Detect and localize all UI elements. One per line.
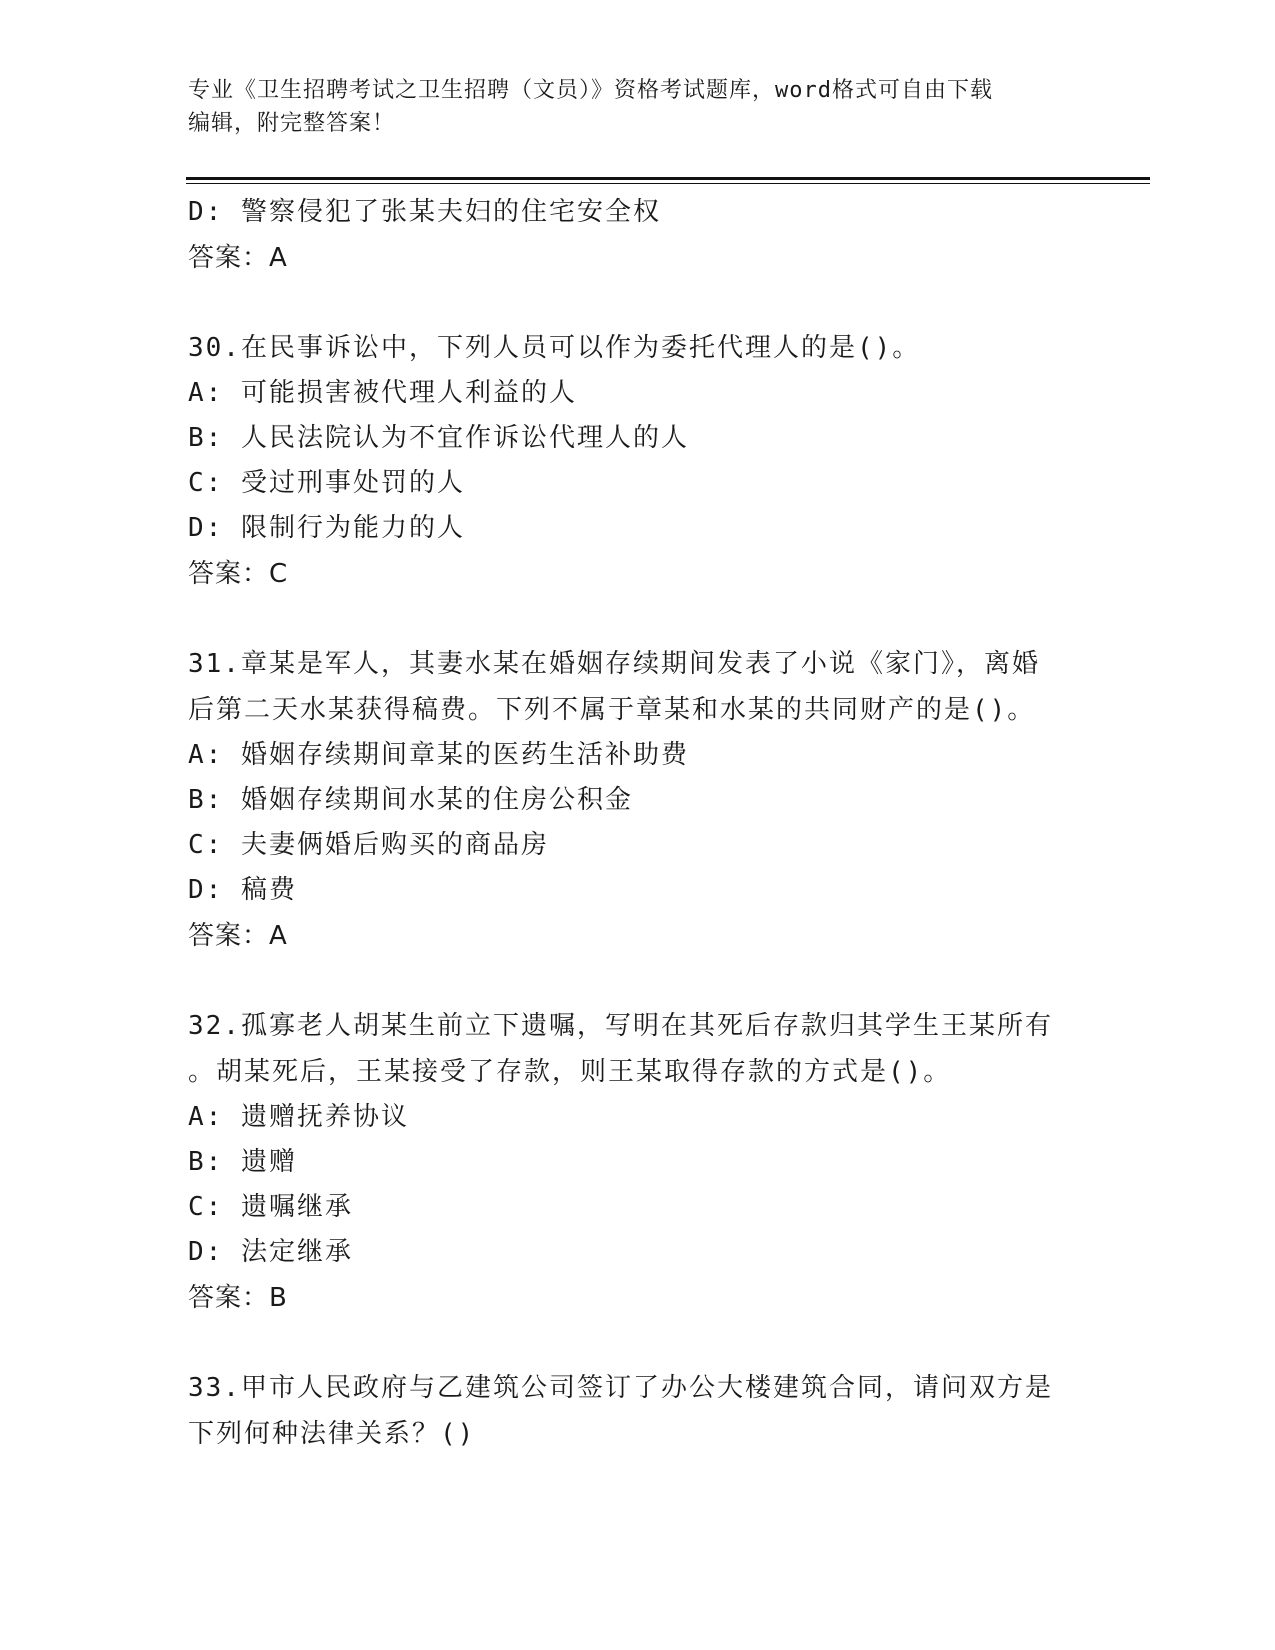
q31-option-b: B: 婚姻存续期间水某的住房公积金: [188, 785, 633, 815]
q33-stem-line-2: 下列何种法律关系？(): [188, 1419, 476, 1449]
q31-stem-line-1: 31.章某是军人，其妻水某在婚姻存续期间发表了小说《家门》，离婚: [188, 649, 1040, 679]
q32-option-a: A: 遗赠抚养协议: [188, 1102, 409, 1132]
q30-option-d: D: 限制行为能力的人: [188, 513, 465, 543]
q33-stem-line-1: 33.甲市人民政府与乙建筑公司签订了办公大楼建筑合同，请问双方是: [188, 1373, 1053, 1403]
document-header: [188, 74, 1088, 140]
q32-answer: 答案：B: [188, 1283, 288, 1313]
q31-answer: 答案：A: [188, 921, 288, 951]
spacer: [188, 1321, 1088, 1365]
header-rule-thin: [186, 183, 1150, 184]
q33-stem: [188, 1365, 1088, 1457]
q30-answer: 答案：C: [188, 559, 289, 589]
q29-option-d: D: 警察侵犯了张某夫妇的住宅安全权: [188, 197, 661, 227]
q31-stem: [188, 641, 1088, 733]
spacer: [188, 959, 1088, 1003]
q29-answer: 答案：A: [188, 243, 288, 273]
q30-stem: [188, 325, 1088, 371]
question-content: [188, 190, 1088, 1457]
header-rule-thick: [186, 177, 1150, 180]
q31-option-d: D: 稿费: [188, 875, 297, 905]
header-line-1: 专业《卫生招聘考试之卫生招聘（文员）》资格考试题库，word格式可自由下载: [188, 78, 993, 103]
q32-stem-line-2: 。胡某死后，王某接受了存款，则王某取得存款的方式是()。: [188, 1057, 952, 1087]
q32-option-b: B: 遗赠: [188, 1147, 297, 1177]
q32-stem-line-1: 32.孤寡老人胡某生前立下遗嘱，写明在其死后存款归其学生王某所有: [188, 1011, 1053, 1041]
spacer: [188, 281, 1088, 325]
q31-option-c: C: 夫妻俩婚后购买的商品房: [188, 830, 549, 860]
q32-stem: [188, 1003, 1088, 1095]
q31-stem-line-2: 后第二天水某获得稿费。下列不属于章某和水某的共同财产的是()。: [188, 695, 1036, 725]
q31-option-a: A: 婚姻存续期间章某的医药生活补助费: [188, 740, 689, 770]
q32-option-d: D: 法定继承: [188, 1237, 353, 1267]
q30-stem-line-1: 30.在民事诉讼中，下列人员可以作为委托代理人的是()。: [188, 333, 921, 363]
q30-option-c: C: 受过刑事处罚的人: [188, 468, 465, 498]
q30-option-b: B: 人民法院认为不宜作诉讼代理人的人: [188, 423, 689, 453]
q32-option-c: C: 遗嘱继承: [188, 1192, 353, 1222]
spacer: [188, 597, 1088, 641]
header-line-2: 编辑，附完整答案！: [188, 111, 396, 136]
q30-option-a: A: 可能损害被代理人利益的人: [188, 378, 577, 408]
